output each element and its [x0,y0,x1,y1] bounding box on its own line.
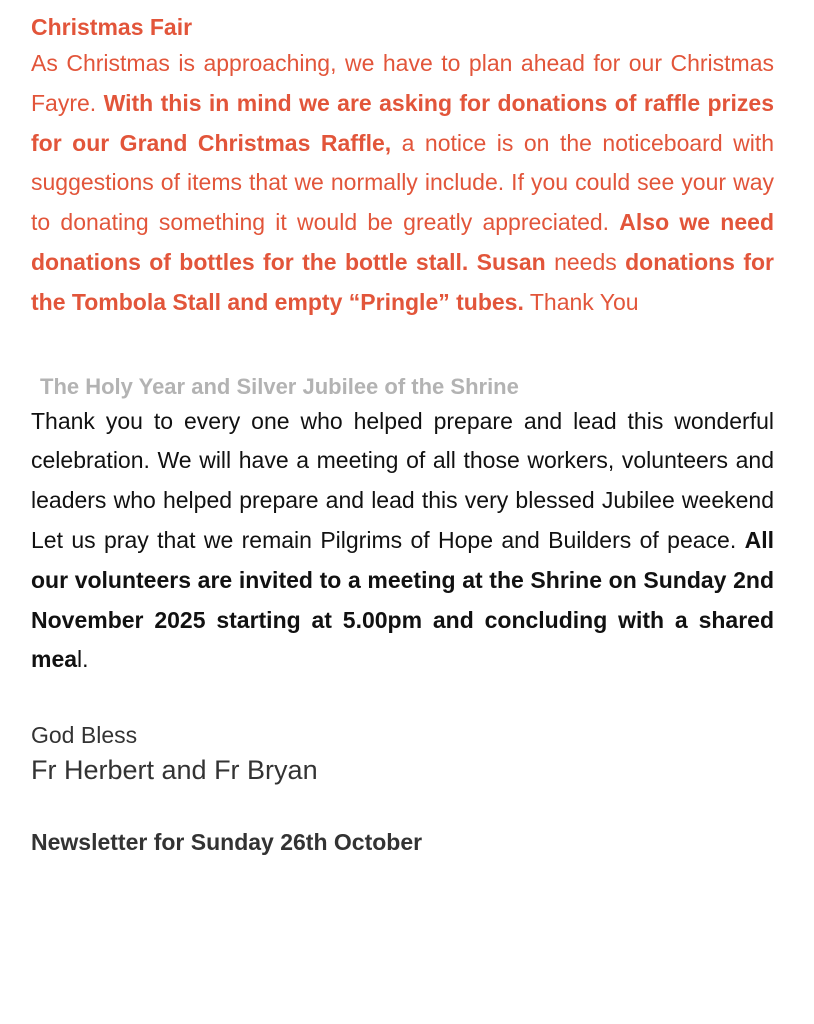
newsletter-date-heading: Newsletter for Sunday 26th October [31,829,423,856]
christmas-text-1: As Christmas is approaching, we have to plan ahead for our Christmas Fayre. [31,50,774,116]
newsletter-page [31,10,774,857]
christmas-fair-heading: Christmas Fair [31,14,193,40]
jubilee-paragraph [31,402,774,681]
christmas-text-7: Thank You [523,288,639,315]
christmas-fair-paragraph [31,44,774,323]
jubilee-text-1: Thank you to every one who helped prepare and lead this wonderful celebration. We will have a meeting of all those workers, volunteers and leaders who helped prepare and lead this very blessed Jubilee weekend Let us pray that we remain Pilgrims of Hope and Builders of peace. [31,407,774,553]
jubilee-text-3: l. [77,646,89,673]
christmas-text-6: donations for the Tombola Stall and empty “Pringle” tubes. [31,248,774,315]
christmas-text-4: Also we need donations of bottles for the bottle stall. Susan [31,209,774,275]
christmas-text-5: needs [545,248,626,275]
christmas-text-3: a notice is on the noticeboard with suggestions of items that we normally include. If you could see your way to donating something it would be greatly appreciated. [31,129,775,236]
jubilee-text-2: All our volunteers are invited to a meeting at the Shrine on Sunday 2nd November 2025 starting at 5.00pm and concluding with a shared mea [31,526,774,673]
blessing-text: God Bless [31,722,138,749]
signature-names: Fr Herbert and Fr Bryan [31,755,318,786]
christmas-text-2: With this in mind we are asking for donations of raffle prizes for our Grand Christmas Raffle, [31,89,774,156]
jubilee-heading: The Holy Year and Silver Jubilee of the Shrine [40,373,519,399]
